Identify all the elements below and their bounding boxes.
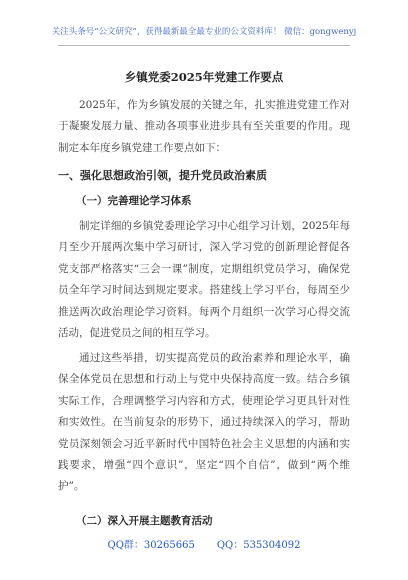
subsection-heading-2: （二）深入开展主题教育活动 bbox=[76, 515, 213, 527]
body-paragraph-1: 制定详细的乡镇党委理论学习中心组学习计划，2025年每月至少开展两次集中学习研讨，深入学习党的创新理论督促各党支部严格落实“三会一课”制度，定期组织党员学习，确保党员全年学习时间达到规定要求。搭建线上学习平台，每周至少推送两次政治理论学习资料。每两个月组织一次学习心得交流活动，促进党员之间的相互学习。 bbox=[58, 220, 350, 340]
subsection-heading-1: （一）完善理论学习体系 bbox=[76, 195, 192, 207]
footer-qq-number: QQ：535304092 bbox=[216, 540, 301, 551]
body-paragraph-2: 通过这些举措，切实提高党员的政治素养和理论水平，确保全体党员在思想和行动上与党中央保持高度一致。结合乡镇实际工作，合理调整学习内容和方式，使理论学习更具针对性和实效性。在当前复杂的形势下，通过持续深入的学习，帮助党员深刻领会习近平新时代中国特色社会主义思想的内涵和实践要求，增强“四个意识”，坚定“四个自信”，做到“两个维护”。 bbox=[58, 352, 350, 493]
header-divider bbox=[58, 45, 350, 46]
intro-paragraph: 2025年，作为乡镇发展的关键之年，扎实推进党建工作对于凝聚发展力量、推动各项事业进步具有至关重要的作用。现制定本年度乡镇党建工作要点如下： bbox=[58, 99, 350, 154]
section-heading-1: 一、强化思想政治引领，提升党员政治素质 bbox=[58, 169, 267, 182]
footer-contact bbox=[0, 536, 408, 551]
header-promo-note: 关注头条号“公文研究”，获得最新最全最专业的公文资料库！ 微信：gongwenyj bbox=[51, 27, 357, 37]
document-title: 乡镇党委2025年党建工作要点 bbox=[124, 70, 284, 84]
footer-qq-group: QQ群：30265665 bbox=[107, 540, 195, 551]
